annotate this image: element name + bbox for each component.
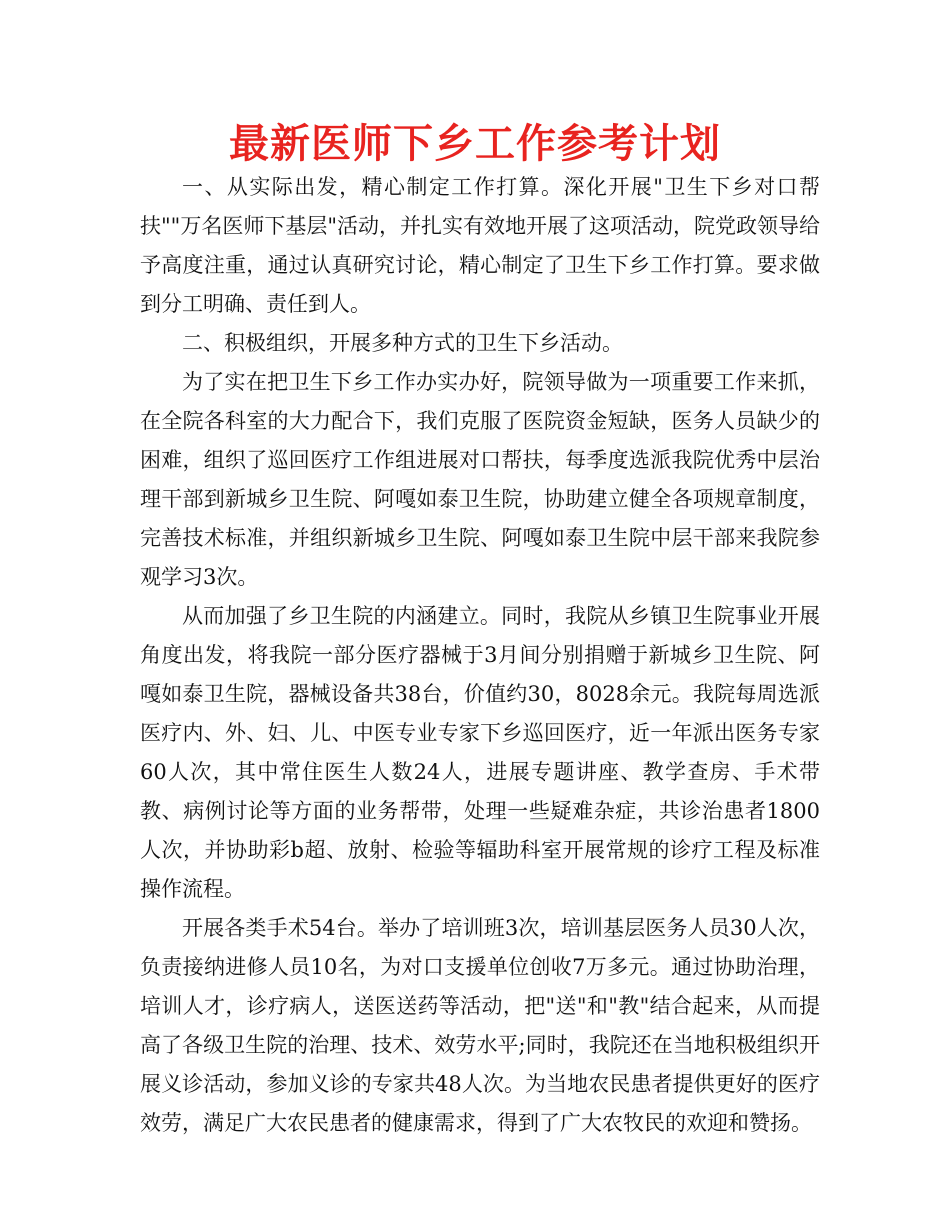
paragraph-section-two-heading: 二、积极组织，开展多种方式的卫生下乡活动。: [182, 331, 623, 355]
paragraph-plan-formulation: 一、从实际出发，精心制定工作打算。深化开展"卫生下乡对口帮扶""万名医师下基层"活动，并扎实有效地开展了这项活动，院党政领导给予高度注重，通过认真研究讨论，精心制定了卫生下乡工作打算。要求做到分工明确、责任到人。: [140, 175, 820, 316]
paragraph-training-and-clinics: 开展各类手术54台。举办了培训班3次，培训基层医务人员30人次，负责接纳进修人员10名，为对口支援单位创收7万多元。通过协助治理，培训人才，诊疗病人，送医送药等活动，把"送"和"教"结合起来，从而提高了各级卫生院的治理、技术、效劳水平;同时，我院还在当地积极组织开展义诊活动，参加义诊的专家共48人次。为当地农民患者提供更好的医疗效劳，满足广大农民患者的健康需求，得到了广大农牧民的欢迎和赞扬。: [140, 916, 820, 1135]
paragraph-counterpart-support: 为了实在把卫生下乡工作办实办好，院领导做为一项重要工作来抓，在全院各科室的大力配合下，我们克服了医院资金短缺，医务人员缺少的困难，组织了巡回医疗工作组进展对口帮扶，每季度选派我院优秀中层治理干部到新城乡卫生院、阿嘎如泰卫生院，协助建立健全各项规章制度，完善技术标准，并组织新城乡卫生院、阿嘎如泰卫生院中层干部来我院参观学习3次。: [140, 370, 820, 589]
paragraph-equipment-and-experts: 从而加强了乡卫生院的内涵建立。同时，我院从乡镇卫生院事业开展角度出发，将我院一部分医疗器械于3月间分别捐赠于新城乡卫生院、阿嘎如泰卫生院，器械设备共38台，价值约30，8028余元。我院每周选派医疗内、外、妇、儿、中医专业专家下乡巡回医疗，近一年派出医务专家60人次，其中常住医生人数24人，进展专题讲座、教学查房、手术带教、病例讨论等方面的业务帮带，处理一些疑难杂症，共诊治患者1800人次，并协助彩b超、放射、检验等辐助科室开展常规的诊疗工程及标准操作流程。: [140, 604, 820, 901]
document-body: [140, 168, 820, 1143]
document-title: 最新医师下乡工作参考计划: [229, 121, 721, 167]
